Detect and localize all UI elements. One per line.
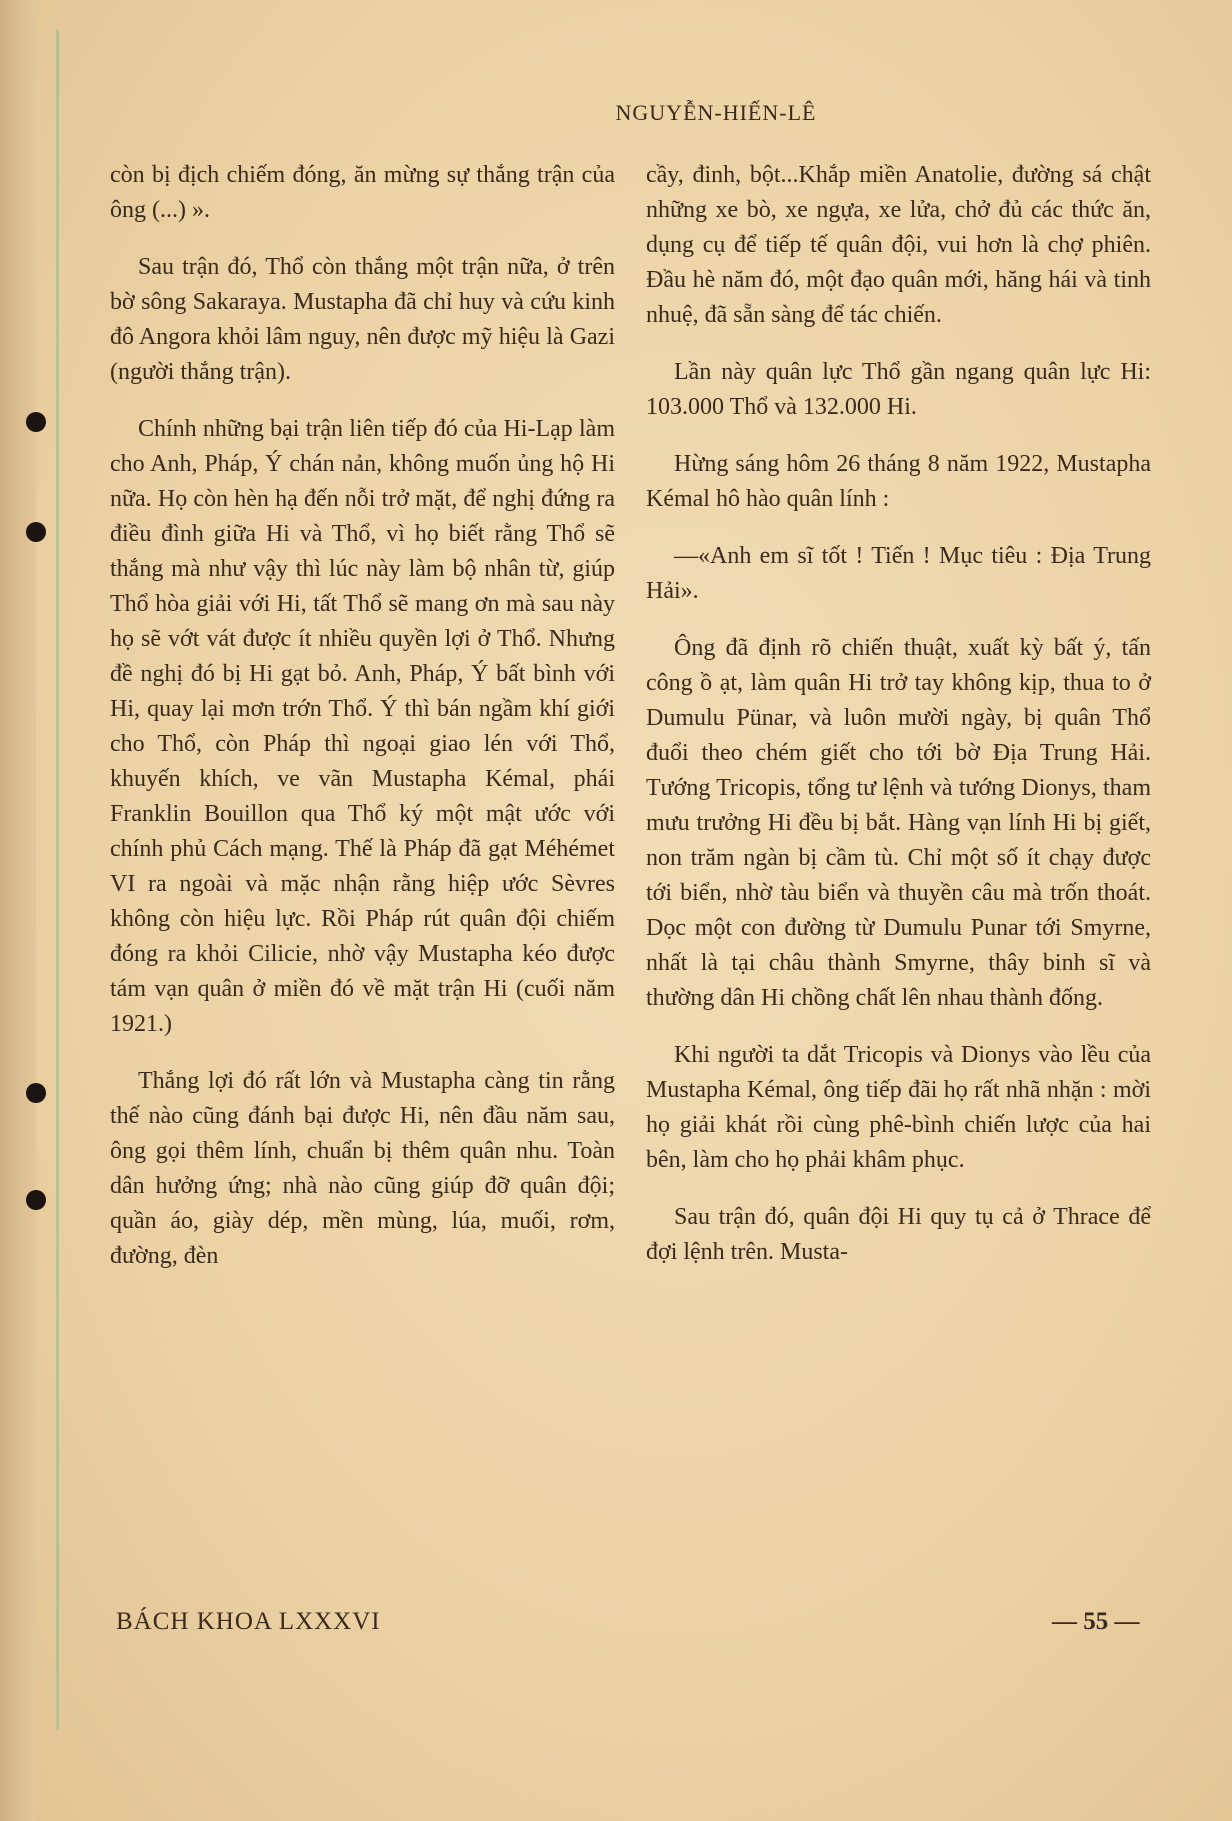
binding-hole: [26, 1083, 46, 1103]
paragraph: còn bị địch chiếm đóng, ăn mừng sự thắng trận của ông (...) ».: [110, 162, 615, 223]
magazine-issue-label: BÁCH KHOA LXXXVI: [116, 1608, 381, 1635]
paragraph: Khi người ta dắt Tricopis và Dionys vào lều của Mustapha Kémal, ông tiếp đãi họ rất nhã nhặn : mời họ giải khát rồi cùng phê-bình chiến lược của hai bên, làm cho họ phải khâm phục.: [646, 1042, 1151, 1173]
left-text-column: [110, 158, 615, 1296]
paragraph: Hừng sáng hôm 26 tháng 8 năm 1922, Mustapha Kémal hô hào quân lính :: [646, 451, 1151, 512]
binding-hole: [26, 412, 46, 432]
page-number: — 55 —: [1052, 1608, 1140, 1635]
paragraph: Sau trận đó, quân đội Hi quy tụ cả ở Thrace để đợi lệnh trên. Musta-: [646, 1204, 1151, 1265]
right-text-column: [646, 158, 1151, 1292]
margin-line: [56, 30, 59, 1730]
running-header: NGUYỄN-HIẾN-LÊ: [615, 100, 817, 125]
paragraph: Chính những bại trận liên tiếp đó của Hi-Lạp làm cho Anh, Pháp, Ý chán nản, không muốn ủng hộ Hi nữa. Họ còn hèn hạ đến nỗi trở mặt, để nghị đứng ra điều đình giữa Hi và Thổ, vì họ biết rằng Thổ sẽ thắng mà như vậy thì lúc này làm bộ nhân từ, giúp Thổ hòa giải với Hi, tất Thổ sẽ mang ơn mà sau này họ sẽ vớt vát được ít nhiều quyền lợi ở Thổ. Nhưng đề nghị đó bị Hi gạt bỏ. Anh, Pháp, Ý bất bình với Hi, quay lại mơn trớn Thổ. Ý thì bán ngầm khí giới cho Thổ, còn Pháp thì ngoại giao lén với Thổ, khuyến khích, ve vãn Mustapha Kémal, phái Franklin Bouillon qua Thổ ký một mật ước với chính phủ Cách mạng. Thế là Pháp đã gạt Méhémet VI ra ngoài và mặc nhận rằng hiệp ước Sèvres không còn hiệu lực. Rồi Pháp rút quân đội chiếm đóng ra khỏi Cilicie, nhờ vậy Mustapha kéo được tám vạn quân ở miền đó về mặt trận Hi (cuối năm 1921.): [110, 416, 615, 1037]
paragraph: Thắng lợi đó rất lớn và Mustapha càng tin rằng thế nào cũng đánh bại được Hi, nên đầu năm sau, ông gọi thêm lính, chuẩn bị thêm quân nhu. Toàn dân hưởng ứng; nhà nào cũng giúp đỡ quân đội; quần áo, giày dép, mền mùng, lúa, muối, rơm, đường, đèn: [110, 1068, 615, 1269]
binding-hole: [26, 1190, 46, 1210]
paragraph: —«Anh em sĩ tốt ! Tiến ! Mục tiêu : Địa Trung Hải».: [646, 543, 1151, 604]
paragraph: Ông đã định rõ chiến thuật, xuất kỳ bất ý, tấn công ồ ạt, làm quân Hi trở tay không kịp, thua to ở Dumulu Pünar, và luôn mười ngày, bị quân Thổ đuổi theo chém giết cho tới bờ Địa Trung Hải. Tướng Tricopis, tổng tư lệnh và tướng Dionys, tham mưu trưởng Hi đều bị bắt. Hàng vạn lính Hi bị giết, non trăm ngàn bị cầm tù. Chỉ một số ít chạy được tới biển, nhờ tàu biển và thuyền câu mà trốn thoát. Dọc một con đường từ Dumulu Punar tới Smyrne, nhất là tại châu thành Smyrne, thây binh sĩ và thường dân Hi chồng chất lên nhau thành đống.: [646, 635, 1151, 1011]
paragraph: Lần này quân lực Thổ gần ngang quân lực Hi: 103.000 Thổ và 132.000 Hi.: [646, 359, 1151, 420]
binding-hole: [26, 522, 46, 542]
paragraph: cầy, đinh, bột...Khắp miền Anatolie, đường sá chật những xe bò, xe ngựa, xe lửa, chở đủ các thức ăn, dụng cụ để tiếp tế quân đội, vui hơn là chợ phiên. Đầu hè năm đó, một đạo quân mới, hăng hái và tinh nhuệ, đã sẵn sàng để tác chiến.: [646, 162, 1151, 328]
page-binding-edge: [0, 0, 36, 1821]
paragraph: Sau trận đó, Thổ còn thắng một trận nữa, ở trên bờ sông Sakaraya. Mustapha đã chỉ huy và cứu kinh đô Angora khỏi lâm nguy, nên được mỹ hiệu là Gazi (người thắng trận).: [110, 254, 615, 385]
